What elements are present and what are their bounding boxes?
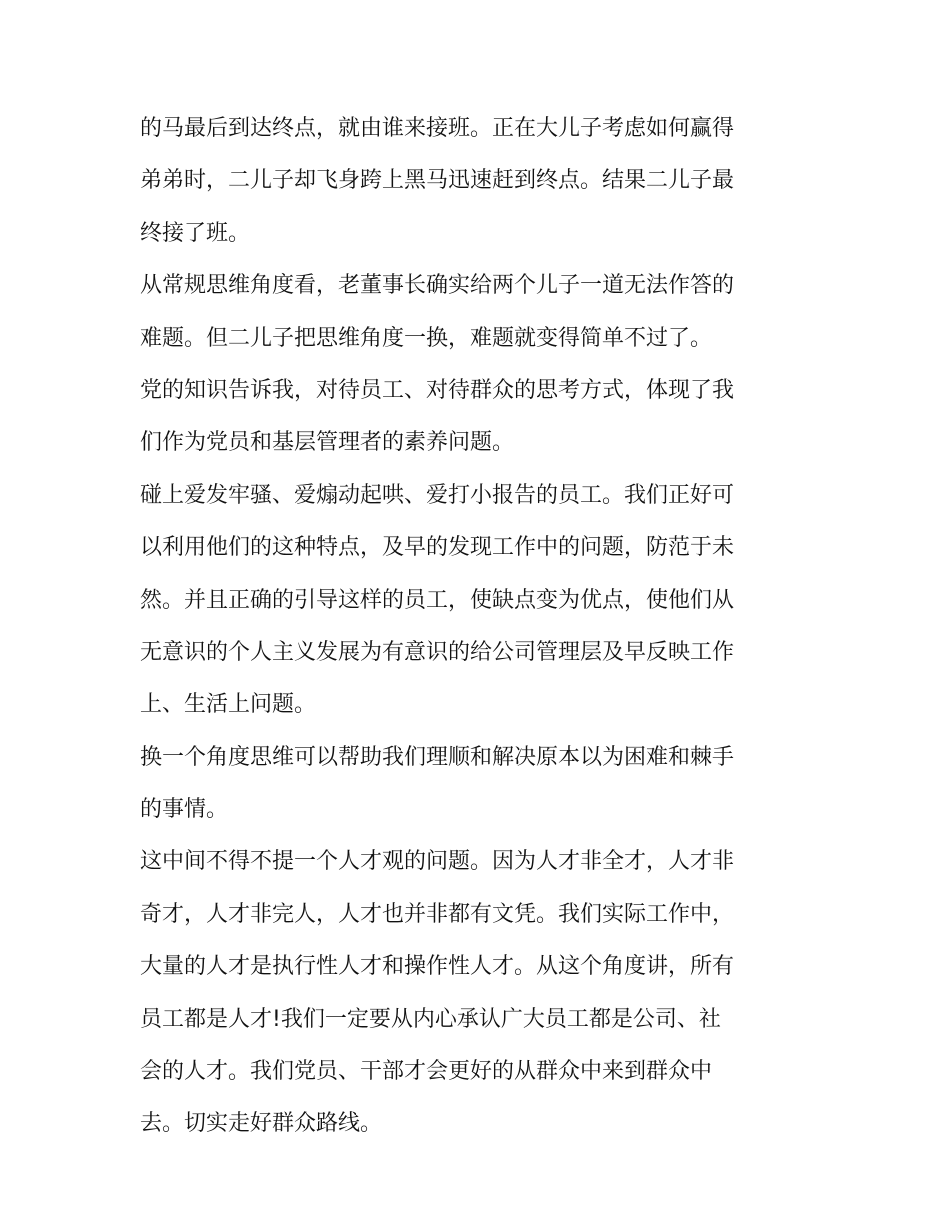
text-line: 从常规思维角度看，老董事长确实给两个儿子一道无法作答的 <box>140 273 735 299</box>
text-line: 弟弟时，二儿子却飞身跨上黑马迅速赶到终点。结果二儿子最 <box>140 168 735 194</box>
text-line: 终接了班。 <box>140 220 251 246</box>
text-line: 党的知识告诉我，对待员工、对待群众的思考方式，体现了我 <box>140 377 735 403</box>
text-line: 以利用他们的这种特点，及早的发现工作中的问题，防范于未 <box>140 535 735 561</box>
text-line: 换一个角度思维可以帮助我们理顺和解决原本以为困难和棘手 <box>140 744 735 770</box>
text-line: 会的人才。我们党员、干部才会更好的从群众中来到群众中 <box>140 1059 713 1085</box>
text-line: 奇才，人才非完人，人才也并非都有文凭。我们实际工作中， <box>140 901 735 927</box>
document-body <box>140 103 820 1151</box>
text-line: 这中间不得不提一个人才观的问题。因为人才非全才，人才非 <box>140 849 735 875</box>
text-line: 大量的人才是执行性人才和操作性人才。从这个角度讲，所有 <box>140 954 735 980</box>
text-line: 的事情。 <box>140 797 229 823</box>
text-line: 员工都是人才!我们一定要从内心承认广大员工都是公司、社 <box>140 1006 721 1032</box>
text-line: 上、生活上问题。 <box>140 692 317 718</box>
text-line: 碰上爱发牢骚、爱煽动起哄、爱打小报告的员工。我们正好可 <box>140 482 735 508</box>
text-line: 去。切实走好群众路线。 <box>140 1111 383 1137</box>
text-line: 无意识的个人主义发展为有意识的给公司管理层及早反映工作 <box>140 639 735 665</box>
text-line: 们作为党员和基层管理者的素养问题。 <box>140 430 515 456</box>
text-line: 难题。但二儿子把思维角度一换，难题就变得简单不过了。 <box>140 325 713 351</box>
text-line: 然。并且正确的引导这样的员工，使缺点变为优点，使他们从 <box>140 587 735 613</box>
text-line: 的马最后到达终点，就由谁来接班。正在大儿子考虑如何赢得 <box>140 116 735 141</box>
